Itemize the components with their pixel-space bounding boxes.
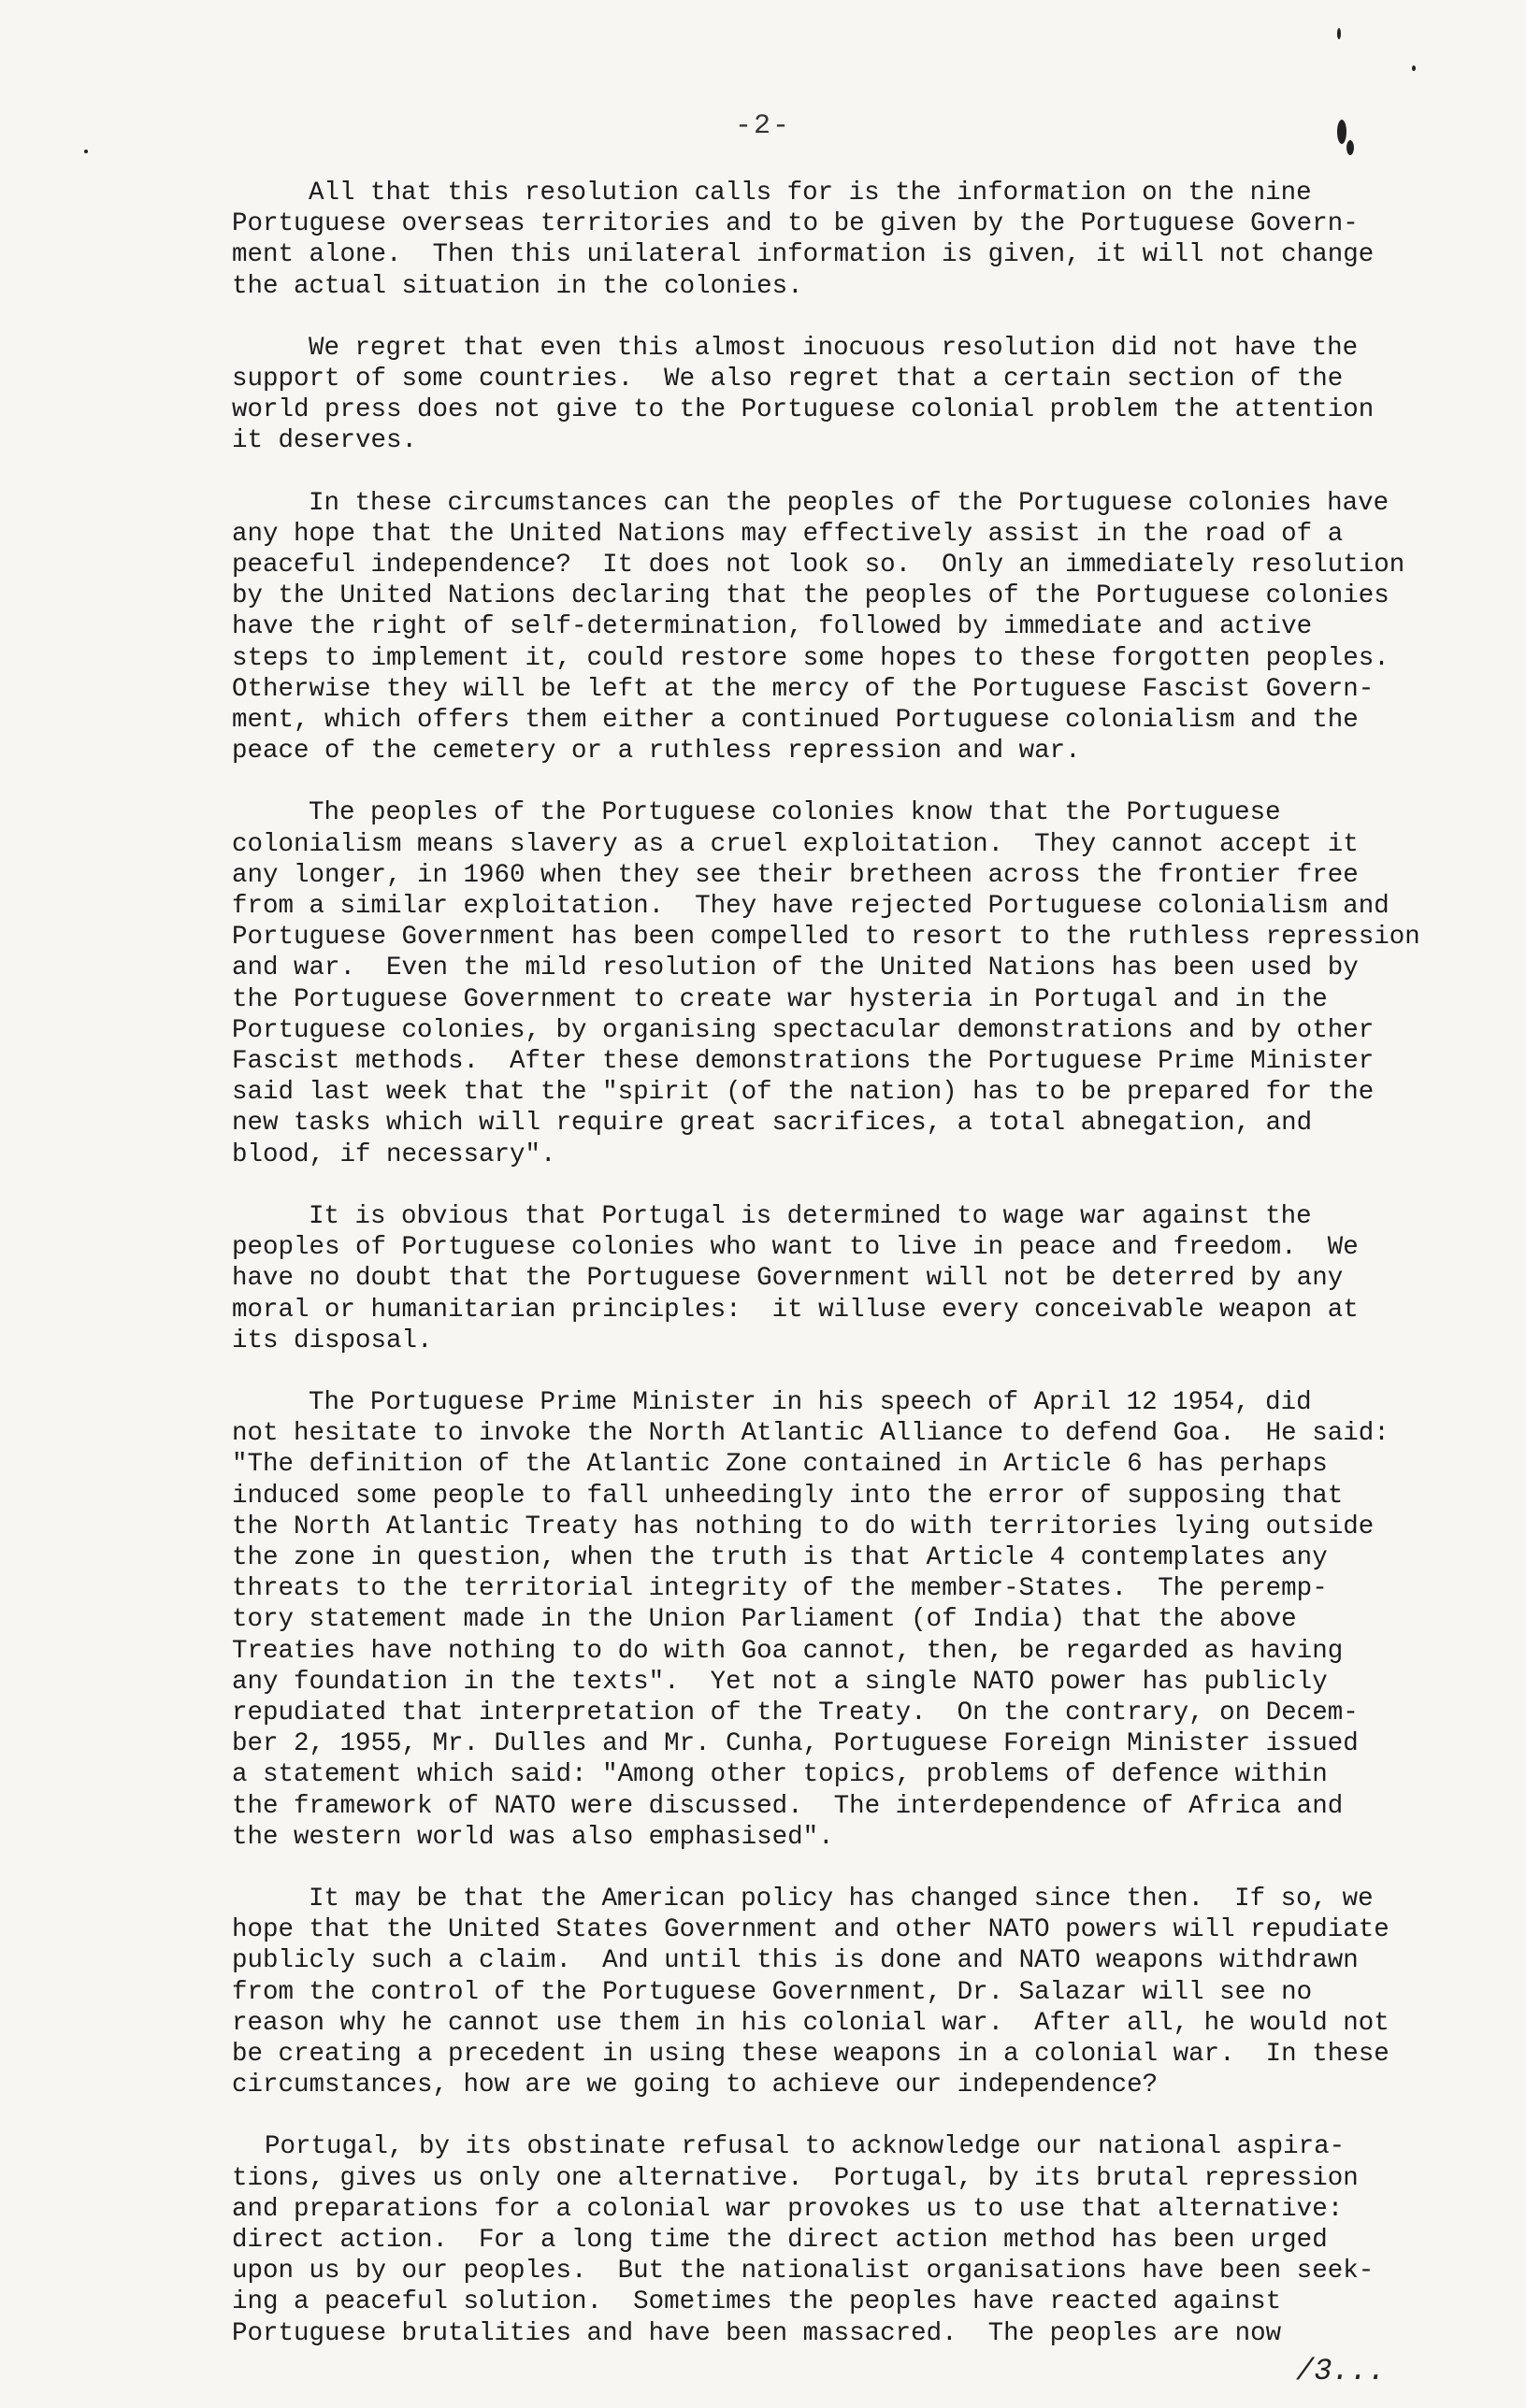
page-continuation: /3... [1295, 2354, 1386, 2388]
text-line: tory statement made in the Union Parliament (of India) that the above [232, 1605, 1297, 1635]
text-line: have the right of self-determination, followed by immediate and active [232, 612, 1313, 642]
text-line: The peoples of the Portuguese colonies know that the Portuguese [309, 798, 1281, 828]
text-line: ber 2, 1955, Mr. Dulles and Mr. Cunha, Portuguese Foreign Minister issued [232, 1729, 1359, 1759]
paragraph [232, 333, 1438, 457]
text-line: peoples of Portuguese colonies who want to live in peace and freedom. We [232, 1233, 1359, 1263]
text-line: be creating a precedent in using these weapons in a colonial war. In these [232, 2039, 1389, 2069]
text-line: and preparations for a colonial war provokes us to use that alternative: [232, 2194, 1344, 2224]
text-line: It is obvious that Portugal is determined to wage war against the [309, 1201, 1312, 1231]
paragraph [232, 797, 1438, 1169]
text-line: publicly such a claim. And until this is done and NATO weapons withdrawn [232, 1946, 1359, 1976]
binding-mark [1346, 140, 1354, 155]
text-line: ment alone. Then this unilateral information is given, it will not change [232, 240, 1375, 270]
text-line: The Portuguese Prime Minister in his speech of April 12 1954, did [309, 1387, 1312, 1417]
text-line: induced some people to fall unheedingly into the error of supposing that [232, 1481, 1344, 1511]
paragraph [232, 1387, 1438, 1853]
text-line: the North Atlantic Treaty has nothing to do with territories lying outside [232, 1512, 1375, 1541]
text-line: steps to implement it, could restore some hopes to these forgotten peoples. [232, 643, 1389, 673]
text-line: from the control of the Portuguese Government, Dr. Salazar will see no [232, 1977, 1313, 2007]
text-line: the framework of NATO were discussed. The interdependence of Africa and [232, 1791, 1344, 1821]
ink-speck [1337, 28, 1341, 39]
text-line: We regret that even this almost inocuous resolution did not have the [309, 333, 1359, 363]
text-line: ment, which offers them either a continued Portuguese colonialism and the [232, 706, 1359, 736]
text-line: reason why he cannot use them in his colonial war. After all, he would not [232, 2008, 1389, 2038]
text-line: peaceful independence? It does not look so. Only an immediately resolution [232, 551, 1405, 580]
text-line: moral or humanitarian principles: it willuse every conceivable weapon at [232, 1295, 1359, 1325]
text-line: any longer, in 1960 when they see their bretheen across the frontier free [232, 860, 1359, 890]
text-line: world press does not give to the Portuguese colonial problem the attention [232, 395, 1375, 425]
text-line: circumstances, how are we going to achieve our independence? [232, 2071, 1159, 2100]
text-line: Portuguese Government has been compelled to resort to the ruthless repression [232, 923, 1420, 953]
text-line: said last week that the "spirit (of the nation) has to be prepared for the [232, 1078, 1375, 1108]
text-line: it deserves. [232, 426, 418, 456]
text-line: the Portuguese Government to create war hysteria in Portugal and in the [232, 984, 1328, 1014]
text-line: the zone in question, when the truth is that Article 4 contemplates any [232, 1542, 1328, 1572]
text-line: tions, gives us only one alternative. Portugal, by its brutal repression [232, 2163, 1359, 2193]
text-line: and war. Even the mild resolution of the United Nations has been used by [232, 953, 1359, 983]
page-number: -2- [734, 110, 791, 142]
text-line: Treaties have nothing to do with Goa cannot, then, be regarded as having [232, 1636, 1344, 1666]
paragraph [232, 1884, 1438, 2100]
text-line: not hesitate to invoke the North Atlantic Alliance to defend Goa. He said: [232, 1419, 1389, 1449]
text-line: any foundation in the texts". Yet not a single NATO power has publicly [232, 1667, 1328, 1697]
text-line: have no doubt that the Portuguese Government will not be deterred by any [232, 1264, 1344, 1294]
text-line: All that this resolution calls for is the information on the nine [309, 179, 1312, 208]
text-line: the western world was also emphasised". [232, 1822, 834, 1852]
text-line: the actual situation in the colonies. [232, 271, 803, 301]
document-body [232, 178, 1438, 2349]
paragraph [232, 1201, 1438, 1356]
paragraph [232, 2131, 1438, 2348]
text-line: Otherwise they will be left at the mercy of the Portuguese Fascist Govern- [232, 674, 1375, 704]
text-line: It may be that the American policy has changed since then. If so, we [309, 1884, 1374, 1914]
text-line: hope that the United States Government and other NATO powers will repudiate [232, 1915, 1389, 1945]
text-line: by the United Nations declaring that the peoples of the Portuguese colonies [232, 581, 1389, 611]
text-line: repudiated that interpretation of the Treaty. On the contrary, on Decem- [232, 1698, 1359, 1727]
text-line: threats to the territorial integrity of the member-States. The peremp- [232, 1574, 1328, 1604]
text-line: new tasks which will require great sacrifices, a total abnegation, and [232, 1109, 1313, 1139]
text-line: Portuguese overseas territories and to be given by the Portuguese Govern- [232, 209, 1359, 239]
text-line: peace of the cemetery or a ruthless repression and war. [232, 737, 1081, 767]
binding-mark [1337, 120, 1346, 144]
text-line: blood, if necessary". [232, 1140, 556, 1169]
text-line: In these circumstances can the peoples of the Portuguese colonies have [309, 488, 1389, 518]
text-line: colonialism means slavery as a cruel exploitation. They cannot accept it [232, 829, 1359, 859]
text-line: Fascist methods. After these demonstrations the Portuguese Prime Minister [232, 1047, 1375, 1077]
text-line: Portuguese brutalities and have been massacred. The peoples are now [232, 2318, 1282, 2348]
text-line: upon us by our peoples. But the nationalist organisations have been seek- [232, 2257, 1375, 2286]
text-line: its disposal. [232, 1326, 433, 1355]
text-line: any hope that the United Nations may effectively assist in the road of a [232, 519, 1344, 549]
text-line: a statement which said: "Among other topics, problems of defence within [232, 1760, 1328, 1790]
ink-speck [84, 150, 88, 153]
ink-speck [1412, 65, 1416, 71]
paragraph [232, 488, 1438, 767]
paragraph [232, 178, 1438, 302]
text-line: "The definition of the Atlantic Zone contained in Article 6 has perhaps [232, 1450, 1328, 1480]
text-line: Portugal, by its obstinate refusal to acknowledge our national aspira- [265, 2132, 1346, 2162]
text-line: from a similar exploitation. They have rejected Portuguese colonialism and [232, 892, 1389, 922]
text-line: support of some countries. We also regret that a certain section of the [232, 365, 1344, 394]
text-line: Portuguese colonies, by organising spectacular demonstrations and by other [232, 1015, 1375, 1045]
text-line: direct action. For a long time the direct action method has been urged [232, 2225, 1328, 2255]
text-line: ing a peaceful solution. Sometimes the peoples have reacted against [232, 2287, 1282, 2317]
